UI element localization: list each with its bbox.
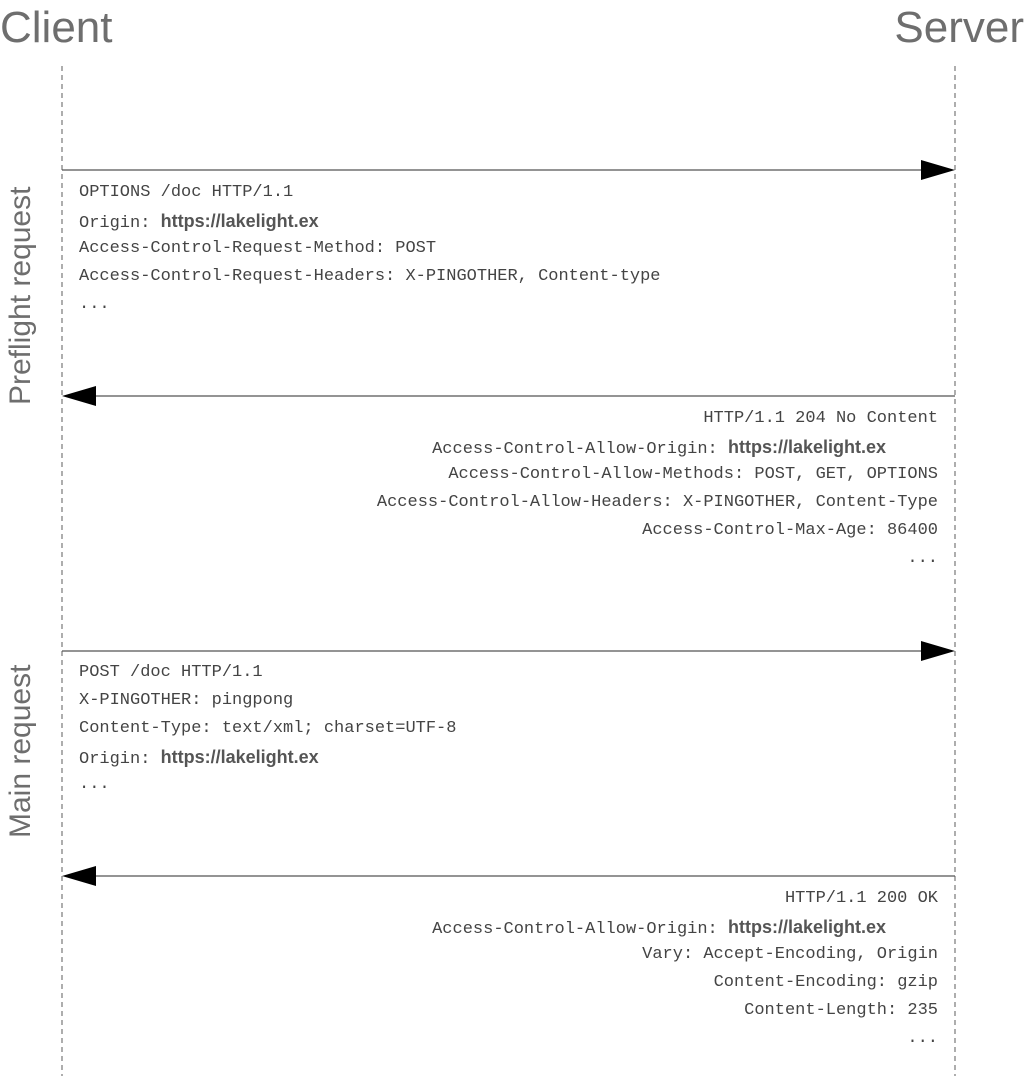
- request-line: OPTIONS /doc HTTP/1.1: [79, 183, 294, 202]
- origin-header: [79, 207, 661, 235]
- vary-header: Vary: Accept-Encoding, Origin: [642, 945, 938, 964]
- content-type-header: Content-Type: text/xml; charset=UTF-8: [79, 719, 457, 738]
- main-request-arrowhead: [921, 641, 955, 661]
- preflight-phase-label: Preflight request: [4, 186, 37, 405]
- main-request-message: [79, 659, 456, 799]
- origin-value: https://lakelight.ex: [160, 747, 319, 767]
- preflight-request-arrowhead: [921, 160, 955, 180]
- origin-header-label: Origin:: [79, 214, 151, 233]
- preflight-request-message: [79, 179, 661, 319]
- ellipsis: ...: [907, 1029, 938, 1048]
- ellipsis: ...: [907, 549, 938, 568]
- preflight-response-arrowhead: [62, 386, 96, 406]
- request-method-header: Access-Control-Request-Method: POST: [79, 239, 437, 258]
- content-encoding-header: Content-Encoding: gzip: [713, 973, 938, 992]
- allow-origin-label: Access-Control-Allow-Origin:: [432, 920, 718, 939]
- origin-header-label: Origin:: [79, 750, 151, 769]
- server-title: Server: [894, 3, 1024, 52]
- allow-origin-label: Access-Control-Allow-Origin:: [432, 440, 718, 459]
- request-headers-header: Access-Control-Request-Headers: X-PINGOTHER, Content-type: [79, 267, 661, 286]
- ellipsis: ...: [79, 295, 110, 314]
- main-phase-label: Main request: [4, 664, 37, 838]
- main-response-message: [432, 885, 938, 1053]
- allow-headers-header: Access-Control-Allow-Headers: X-PINGOTHER, Content-Type: [376, 493, 938, 512]
- status-line: HTTP/1.1 204 No Content: [703, 409, 938, 428]
- allow-methods-header: Access-Control-Allow-Methods: POST, GET, OPTIONS: [448, 465, 938, 484]
- pingother-header: X-PINGOTHER: pingpong: [79, 691, 294, 710]
- status-line: HTTP/1.1 200 OK: [784, 889, 938, 908]
- max-age-header: Access-Control-Max-Age: 86400: [642, 521, 938, 540]
- origin-value: https://lakelight.ex: [160, 211, 319, 231]
- origin-value: https://lakelight.ex: [727, 917, 886, 937]
- origin-header: [79, 743, 456, 771]
- allow-origin-header: [432, 913, 938, 941]
- origin-value: https://lakelight.ex: [727, 437, 886, 457]
- content-length-header: Content-Length: 235: [744, 1001, 938, 1020]
- allow-origin-header: [377, 433, 938, 461]
- main-response-arrowhead: [62, 866, 96, 886]
- request-line: POST /doc HTTP/1.1: [79, 663, 263, 682]
- preflight-response-message: [377, 405, 938, 573]
- ellipsis: ...: [79, 775, 110, 794]
- client-title: Client: [0, 3, 113, 52]
